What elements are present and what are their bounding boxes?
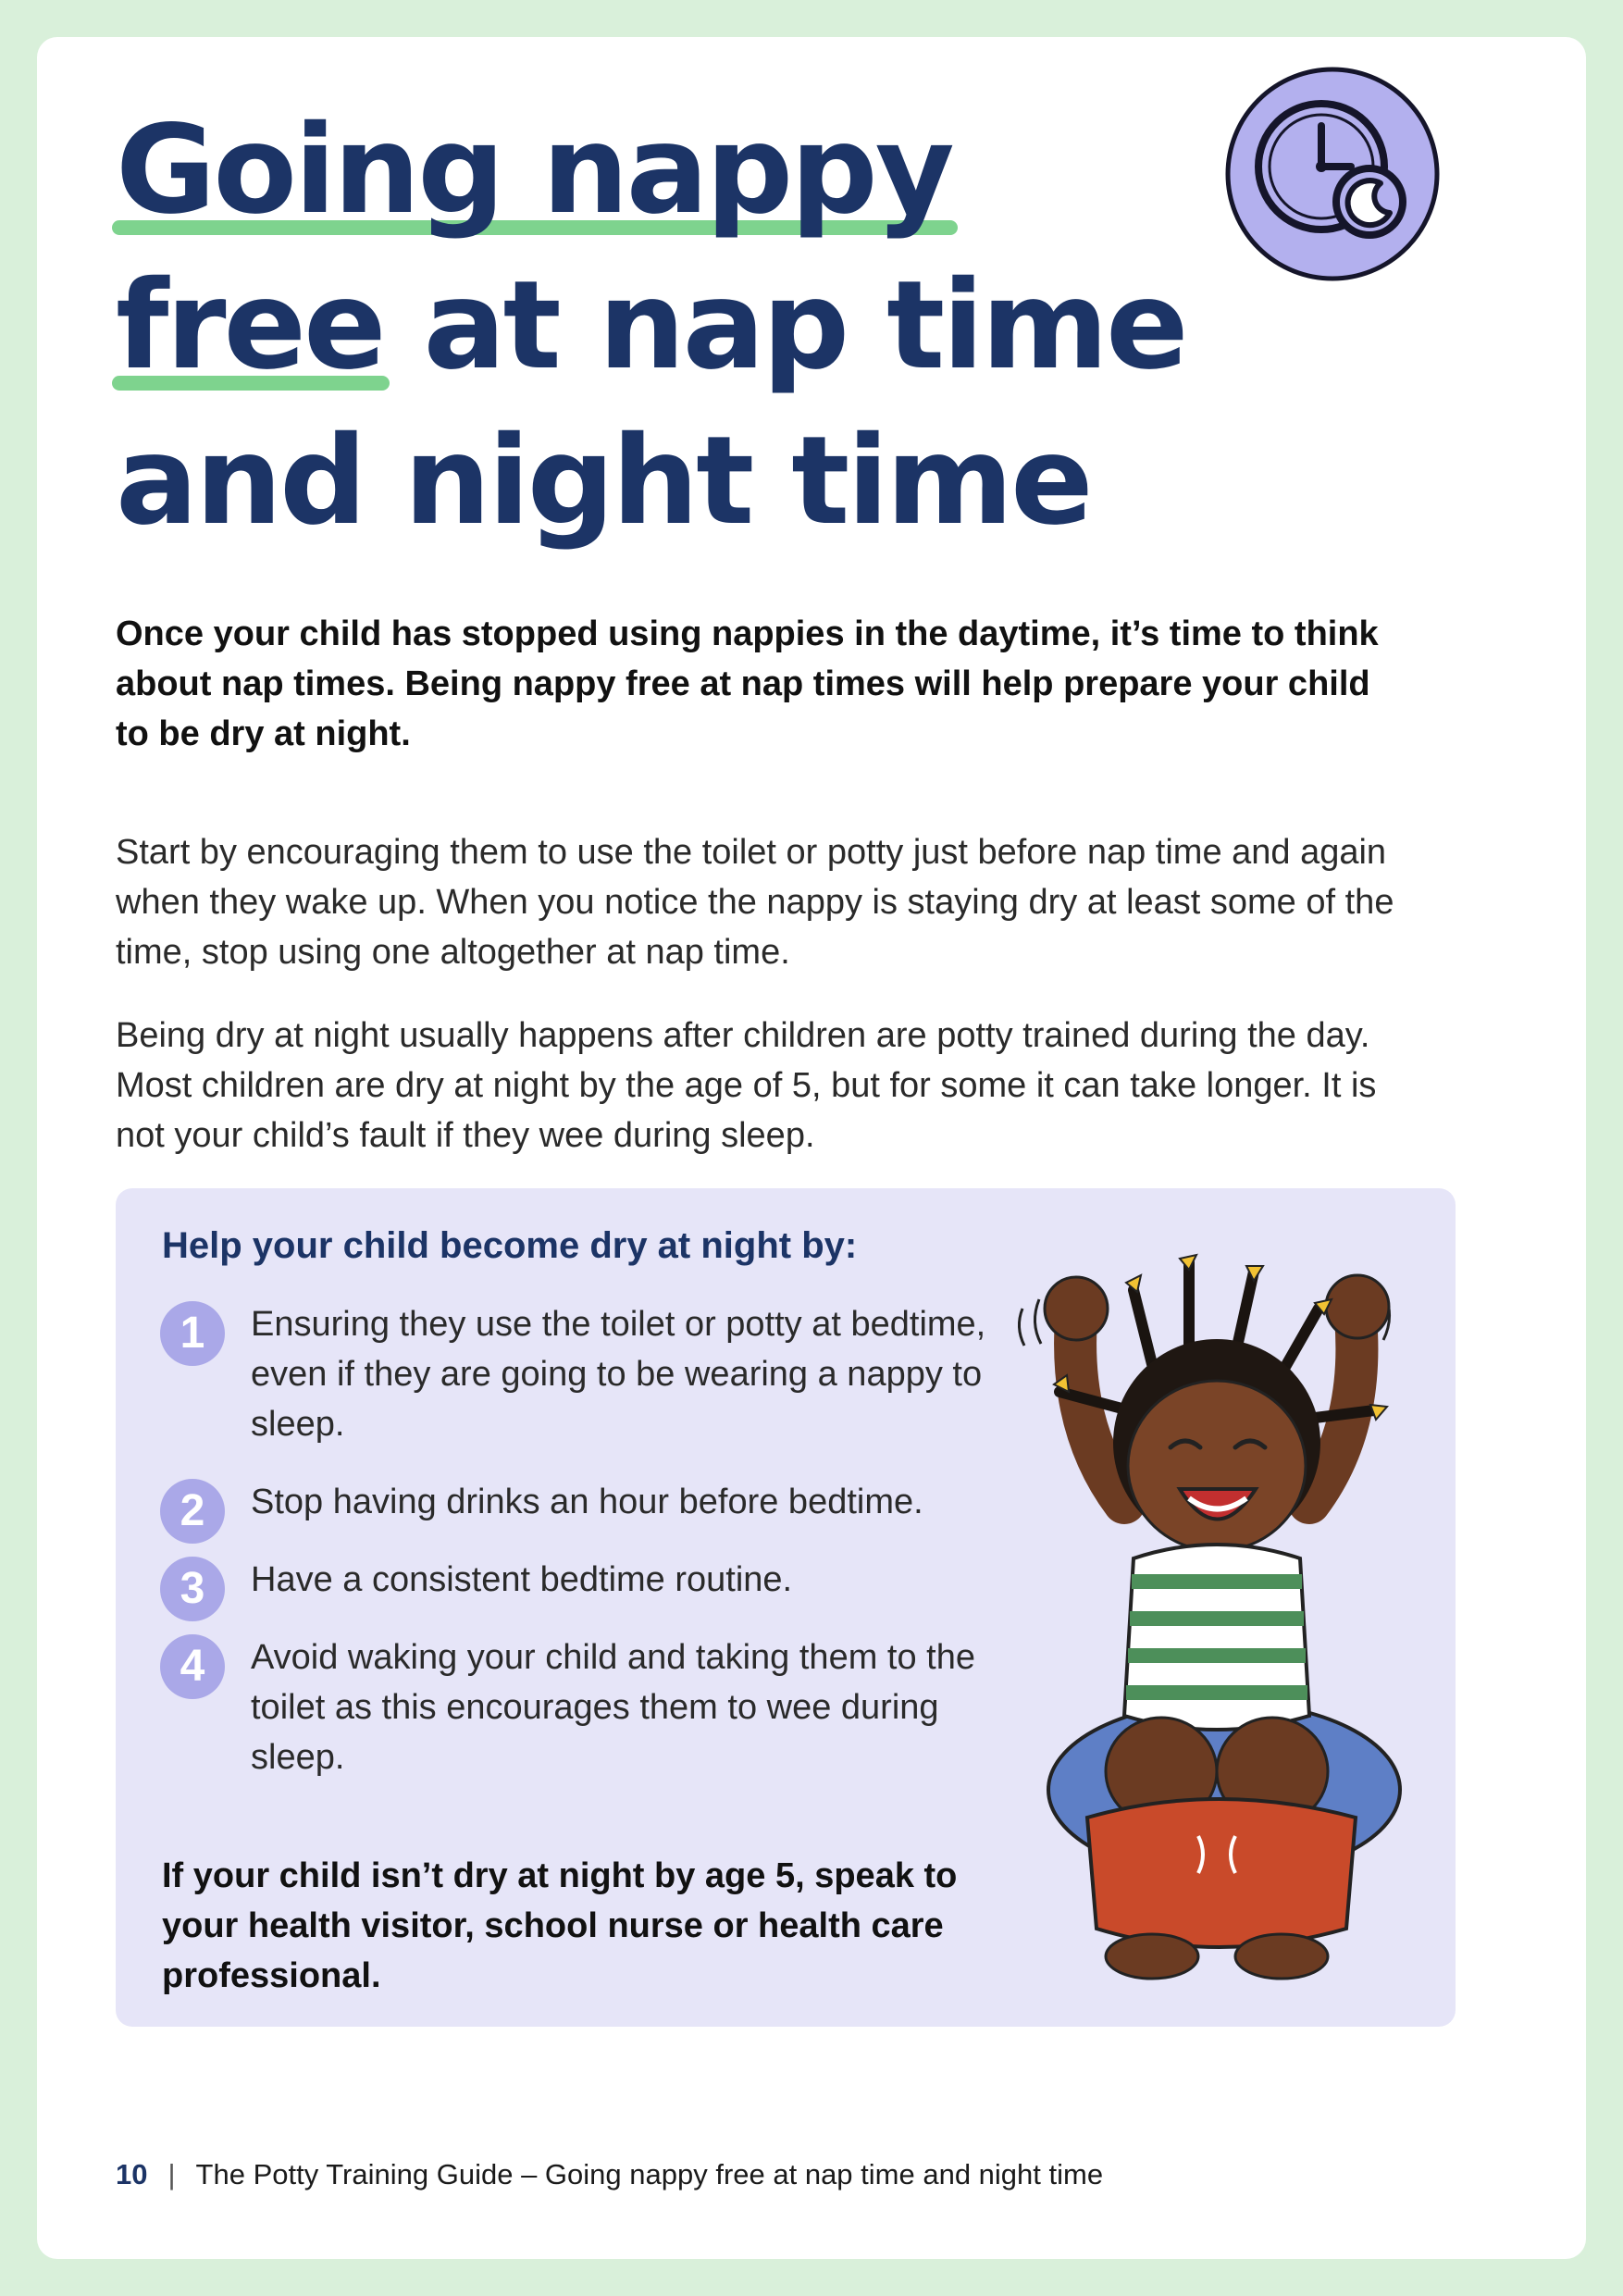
tip-number-badge: 4 <box>160 1634 225 1699</box>
page-number: 10 <box>116 2158 148 2191</box>
tip-text: Ensuring they use the toilet or potty at bedtime, even if they are going to be wearing a nappy to sleep. <box>251 1305 986 1444</box>
tip-number-badge: 1 <box>160 1301 225 1366</box>
footer-separator: | <box>167 2158 176 2191</box>
tip-item <box>160 1632 1030 1782</box>
page-title <box>116 93 1319 559</box>
footer-text: The Potty Training Guide – Going nappy free at nap time and night time <box>195 2158 1104 2191</box>
tip-number-badge: 2 <box>160 1479 225 1544</box>
title-line-1 <box>116 93 1319 248</box>
tip-text: Stop having drinks an hour before bedtime. <box>251 1483 923 1521</box>
title-underlined-word: free <box>116 248 384 403</box>
tips-list <box>160 1299 1030 1810</box>
title-line-2-rest: at nap time <box>383 254 1186 397</box>
body-paragraph: Start by encouraging them to use the toilet or potty just before nap time and again when they wake up. When you notice the nappy is staying dry at least some of the time, stop using one altogether at nap time. <box>116 833 1394 972</box>
tips-box <box>116 1188 1456 2027</box>
tip-text: Have a consistent bedtime routine. <box>251 1560 793 1599</box>
tips-heading: Help your child become dry at night by: <box>162 1225 858 1266</box>
tip-item <box>160 1555 1030 1613</box>
title-line-2 <box>116 248 1319 403</box>
page-footer <box>116 2158 1103 2191</box>
body-paragraph: Being dry at night usually happens after children are potty trained during the day. Most children are dry at night by the age of 5, but for some it can take longer. It is not your child’s fault if they wee during sleep. <box>116 1016 1377 1155</box>
title-line-3: and night time <box>116 410 1091 552</box>
tip-item <box>160 1477 1030 1535</box>
intro-text: Once your child has stopped using nappies in the daytime, it’s time to think about nap times. Being nappy free at nap times will help prepare your child to be dry at night. <box>116 614 1379 753</box>
tip-item <box>160 1299 1030 1449</box>
child-on-potty-illustration <box>1004 1225 1430 2003</box>
tip-text: Avoid waking your child and taking them to the toilet as this encourages them to wee during sleep. <box>251 1638 975 1777</box>
tips-note: If your child isn’t dry at night by age 5, speak to your health visitor, school nurse or health care professional. <box>162 1856 958 1995</box>
tip-number-badge: 3 <box>160 1557 225 1621</box>
title-underlined-word: Going nappy <box>116 93 952 248</box>
